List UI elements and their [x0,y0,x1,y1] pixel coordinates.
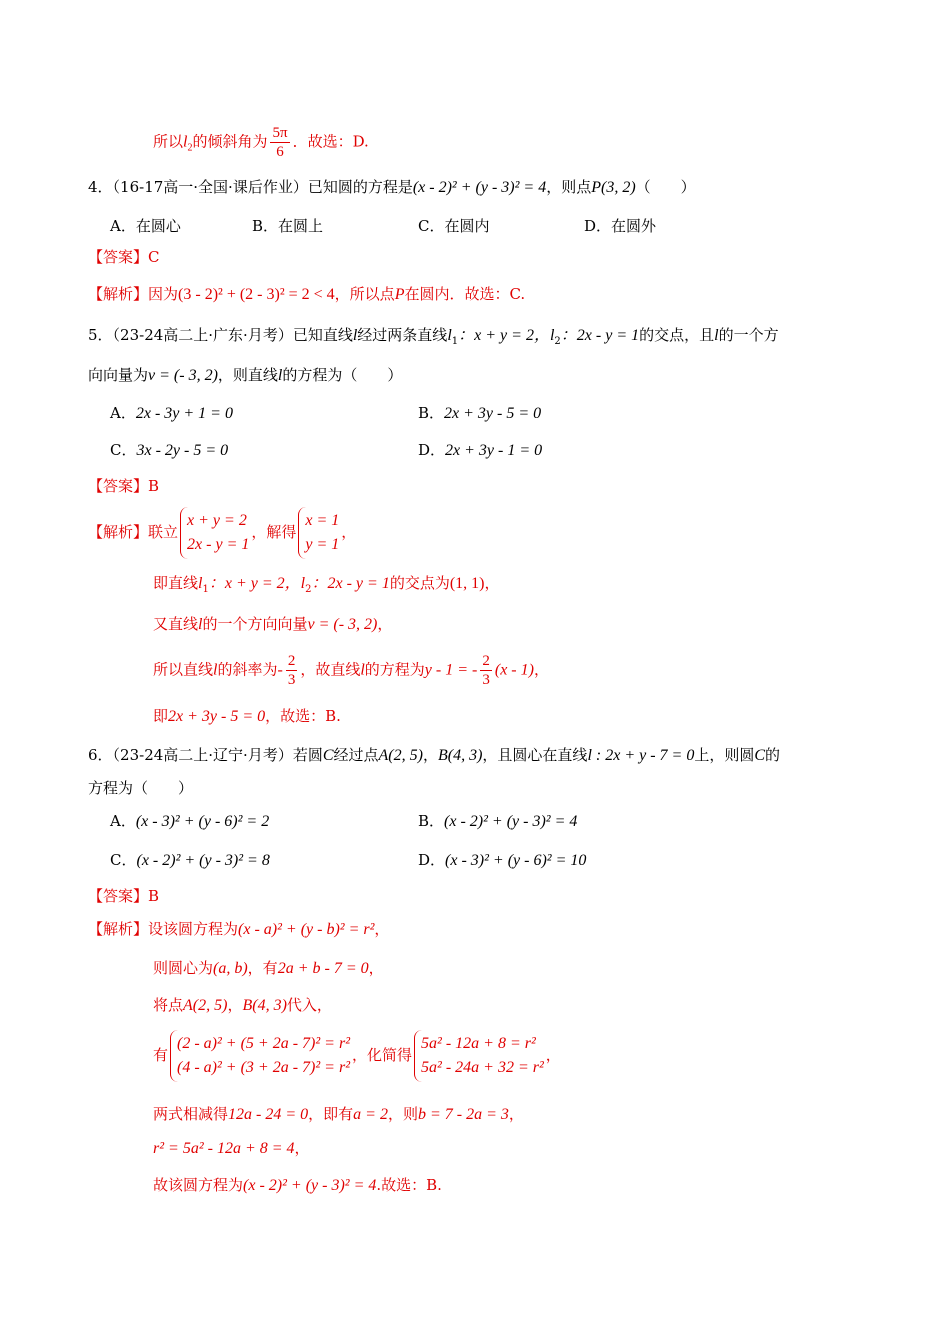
text-q5-a4-den: 3 [287,672,296,688]
text-q6-options-0-text: (x - 3)² + (y - 6)² = 2 [135,813,270,830]
q5-option-c [110,439,228,462]
text-prev-frac-den: 6 [276,144,284,160]
text-q5-stem-d: 的一个方 [718,326,779,344]
text-q5-options-2-label: C． [110,441,137,459]
text-q5-a4-eq-num: 2 [482,653,490,669]
text-q4-options-2-label: C． [418,217,445,235]
text-q5-a4-eq-b: (x - 1) [494,661,534,679]
text-q5-a2-l1-eq: ：x + y = 2， [208,575,301,592]
text-q6-pb: B(4, 3) [437,747,483,764]
text-q5-num: 5． [88,326,113,344]
q6-answer [88,885,159,907]
text-q4-options-0-label: A． [110,217,136,235]
text-q6-options-2-text: (x - 2)² + (y - 3)² = 8 [136,852,270,869]
prev-conclusion [153,124,369,161]
text-q5-l1-eq: ：x + y = 2， [458,327,550,344]
text-q5-a2-l1-sub: 1 [202,584,209,595]
text-q6-options-2-label: C． [110,851,137,869]
q6-option-c [110,849,270,872]
text-q5-a5-b: ，故选：B. [265,707,341,725]
text-q6-options-1-label: B． [418,812,445,830]
text-prev-conclusion-var: l [183,133,188,151]
text-q4-analysis-a: 因为 [148,285,179,303]
system-equations [180,507,249,559]
text-q6-sys2-a: 5a² - 12a + 8 = r² [421,1035,536,1052]
text-q6-sys2-b: 5a² - 24a + 32 = r² [421,1059,544,1076]
q5-analysis-4 [153,652,549,689]
text-q6-num: 6． [88,746,113,764]
text-q5-answer: B [148,477,160,495]
text-q5-a3-vec: v = (- 3, 2) [307,616,378,633]
q6-option-b [418,810,577,833]
text-q5-a3-a: 又直线 [153,615,199,633]
q6-analysis-1 [88,918,389,941]
text-q6-source: （23-24高二上·辽宁·月考） [112,746,293,764]
q5-analysis-3 [153,613,392,636]
text-q5-a1-a: 联立 [148,523,179,541]
text-q5-source: （23-24高二上·广东·月考） [112,326,293,344]
text-q6-a4-b: ，化简得 [352,1046,413,1064]
text-q4-equation: (x - 2)² + (y - 3)² = 4 [412,179,547,196]
text-q6-a2-eq: 2a + b - 7 = 0 [277,960,369,977]
q5-option-d [418,439,542,462]
text-q4-analysis-c: 在圆内．故选：C. [404,285,526,303]
text-q5-l: l [277,367,283,384]
text-q5-a2-l2-sub: 2 [305,584,312,595]
text-q6-a4-c: ， [545,1046,561,1064]
text-q6-a7-eq: (x - 2)² + (y - 3)² = 4 [243,1177,377,1194]
q6-option-a [110,810,269,833]
text-q5-a2-l2-eq: ：2x - y = 1 [311,575,390,592]
text-q6-a3-b: ， [227,996,243,1014]
text-q5-sys2-a: x = 1 [305,512,340,529]
text-q6-a7-a: 故该圆方程为 [153,1176,244,1194]
text-q6-a5-c: ，则 [387,1105,418,1123]
text-q5-l1-sub: 1 [451,336,459,347]
text-q5-l2-sub: 2 [554,336,561,347]
text-q4-analysis-eq: (3 - 2)² + (2 - 3)² = 2 < 4 [178,286,335,303]
text-q6-answer: B [148,887,160,905]
text-q5-a2-b: 的交点为 [389,574,450,592]
text-q6-line: l : 2x + y - 7 = 0 [587,747,695,764]
fraction-2-3 [480,652,492,689]
text-q5-a3-l: l [198,616,203,633]
text-q4-answer: C [148,248,160,266]
q5-analysis-1 [88,507,356,559]
q4-option-b [252,215,323,237]
text-q6-sys1-b: (4 - a)² + (3 + 2a - 7)² = r² [177,1059,350,1076]
text-q5-a2-l2: l [300,575,306,592]
text-q4-analysis-tag: 【解析】 [88,285,149,303]
text-q6-a5-b: ，即有 [308,1105,354,1123]
text-q5-options-0-label: A． [110,404,136,422]
q6-analysis-4 [153,1030,561,1082]
text-q6-a1-b: ， [374,920,390,938]
text-q5-a5-eq: 2x + 3y - 5 = 0 [168,708,266,725]
q6-analysis-6 [153,1137,310,1160]
text-q5-vec: v = (- 3, 2) [148,367,218,384]
text-q6-a5-d: ， [508,1105,524,1123]
text-q4-options-2-text: 在圆内 [444,217,490,235]
text-q6-pa: A(2, 5) [378,747,423,764]
q5-answer [88,475,159,497]
text-q4-answer-tag: 【答案】 [88,248,149,266]
text-q5-a2-l1: l [198,575,203,592]
text-q6-a2-c: ， [368,959,384,977]
text-q6-c: C [754,747,766,764]
q4-option-c [418,215,490,237]
fraction-5pi-6 [270,124,289,161]
text-q5-a3-b: 的一个方向向量 [202,615,308,633]
text-q5-analysis-tag: 【解析】 [88,523,149,541]
text-q5-options-1-text: 2x + 3y - 5 = 0 [444,405,542,422]
q4-option-d [584,215,656,237]
q6-option-d [418,849,586,872]
text-q5-l2: l [549,327,555,344]
text-q5-a1-c: ， [341,523,357,541]
text-q6-a3-pa: A(2, 5) [183,997,228,1014]
text-q6-a3-c: 代入， [286,996,332,1014]
q6-analysis-7 [153,1174,442,1197]
text-prev-conclusion-sub: 2 [187,142,193,154]
text-q6-a5-eq2: a = 2 [353,1106,388,1123]
text-q6-sys1-a: (2 - a)² + (5 + 2a - 7)² = r² [177,1035,350,1052]
text-q6-a3-a: 将点 [153,996,184,1014]
text-q5-options-2-text: 3x - 2y - 5 = 0 [136,442,229,459]
text-q6-stem-d: ，且圆心在直线 [482,746,588,764]
text-q5-stem-c: 的交点，且 [639,326,715,344]
text-q5-sys2-b: y = 1 [305,536,340,553]
text-q5-a4-b: 的斜率为 [217,660,278,679]
q4-stem [88,176,696,199]
q6-stem-line2 [88,777,193,799]
text-q5-a4-e: ， [533,660,549,679]
text-q6-stem-b: 经过点 [333,746,379,764]
text-q6-a3-pb: B(4, 3) [242,997,287,1014]
text-q6-a2-a: 则圆心为 [153,959,214,977]
text-q6-answer-tag: 【答案】 [88,887,149,905]
text-q5-a4-eq-a: y - 1 = - [424,661,478,679]
text-q6-options-1-text: (x - 2)² + (y - 3)² = 4 [444,813,578,830]
text-q4-point: P(3, 2) [591,179,636,196]
text-q5-a4-num: 2 [287,653,296,669]
text-q6-options-3-label: D． [418,851,446,869]
text-q4-stem-b: ，则点 [546,178,592,196]
q5-stem-line1 [88,324,779,353]
text-q5-a4-d: 的方程为 [364,660,425,679]
text-q5-stem-g: 的方程为（ ） [282,366,403,384]
text-q5-a4-c: ，故直线 [300,660,361,679]
text-q6-a5-eq1: 12a - 24 = 0 [228,1106,309,1123]
text-q5-a4-neg: - [277,661,283,679]
text-q6-a1-eq: (x - a)² + (y - b)² = r² [238,921,375,938]
system-simplified [414,1030,544,1082]
text-q5-a4-eq-den: 3 [482,672,490,688]
text-q6-a2-b: ，有 [247,959,278,977]
text-q6-options-3-text: (x - 3)² + (y - 6)² = 10 [445,852,587,869]
q5-option-b [418,402,541,425]
text-q6-stem-c: ， [422,746,438,764]
text-q6-options-0-label: A． [110,812,136,830]
fraction-2-3 [286,652,298,689]
q4-option-a [110,215,181,237]
text-q5-sys1-b: 2x - y = 1 [187,536,250,553]
text-q6-a5-a: 两式相减得 [153,1105,229,1123]
text-q6-a2-pt: (a, b) [213,960,248,977]
text-q4-options-3-label: D． [584,217,612,235]
system-solution [298,507,339,559]
text-q5-stem-e: 向向量为 [88,366,149,384]
text-q5-a3-c: ， [377,615,393,633]
text-q4-options-1-label: B． [252,217,279,235]
text-q4-options-1-text: 在圆上 [278,217,324,235]
q5-stem-line2 [88,364,402,387]
text-q5-stem-f: ，则直线 [217,366,278,384]
q5-analysis-5 [153,705,341,728]
text-q5-a2-a: 即直线 [153,574,199,592]
text-q5-sys1-a: x + y = 2 [187,512,247,529]
system-equations [170,1030,350,1082]
text-q6-analysis-tag: 【解析】 [88,920,149,938]
q5-analysis-2 [153,572,500,601]
text-q5-options-0-text: 2x - 3y + 1 = 0 [135,405,233,422]
q6-analysis-5 [153,1103,524,1126]
text-q6-stem-e: 上，则圆 [694,746,755,764]
text-q5-options-3-label: D． [418,441,446,459]
text-prev-conclusion-prefix: 所以 [153,132,184,151]
text-q4-stem-a: 已知圆的方程是 [307,178,413,196]
text-q6-a5-eq3: b = 7 - 2a = 3 [417,1106,509,1123]
text-q6-a4-a: 有 [153,1046,169,1064]
q4-analysis [88,283,525,306]
text-q5-l: l [352,327,358,344]
text-q5-a4-l: l [213,661,218,679]
text-q4-analysis-p: P [394,286,405,303]
text-q5-a4-a: 所以直线 [153,660,214,679]
text-q5-a2-c: ， [484,574,500,592]
text-q6-c: C [322,747,334,764]
text-q6-a6-eq: r² = 5a² - 12a + 8 = 4 [153,1140,295,1157]
text-q6-stem-f: 的 [765,746,781,764]
text-q5-l: l [714,327,719,344]
text-q5-a4-l2: l [360,661,365,679]
text-prev-conclusion-mid: 的倾斜角为 [192,132,268,151]
text-q4-paren: （ ） [635,178,696,196]
q6-analysis-3 [153,994,332,1017]
text-q4-source: （16-17高一·全国·课后作业） [112,178,308,196]
text-q5-options-3-text: 2x + 3y - 1 = 0 [445,442,543,459]
q6-analysis-2 [153,957,384,980]
text-q5-options-1-label: B． [418,404,445,422]
text-q4-analysis-b: ，所以点 [334,285,395,303]
text-q5-a5-a: 即 [153,707,169,725]
text-q5-l1: l [447,327,452,344]
q5-option-a [110,402,233,425]
q4-answer [88,246,160,268]
text-q6-a7-b: .故选：B. [376,1176,442,1194]
text-prev-frac-num: 5π [272,125,288,141]
text-q5-a1-b: ，解得 [251,523,297,541]
text-prev-conclusion-end: ．故选：D. [292,132,369,151]
text-q6-a6-b: ， [294,1139,310,1157]
text-q5-stem-b: 经过两条直线 [357,326,448,344]
text-q6-a1-a: 设该圆方程为 [148,920,239,938]
q6-stem-line1 [88,744,780,767]
text-q5-a2-pt: (1, 1) [449,575,485,592]
text-q4-options-3-text: 在圆外 [611,217,657,235]
text-q5-l2-eq: ：2x - y = 1 [560,327,640,344]
text-q6-stem-a: 若圆 [292,746,323,764]
text-q6-stem-g: 方程为（ ） [88,779,194,797]
text-q5-answer-tag: 【答案】 [88,477,149,495]
text-q4-options-0-text: 在圆心 [135,217,181,235]
text-q4-num: 4． [88,178,113,196]
text-q5-stem-a: 已知直线 [292,326,353,344]
